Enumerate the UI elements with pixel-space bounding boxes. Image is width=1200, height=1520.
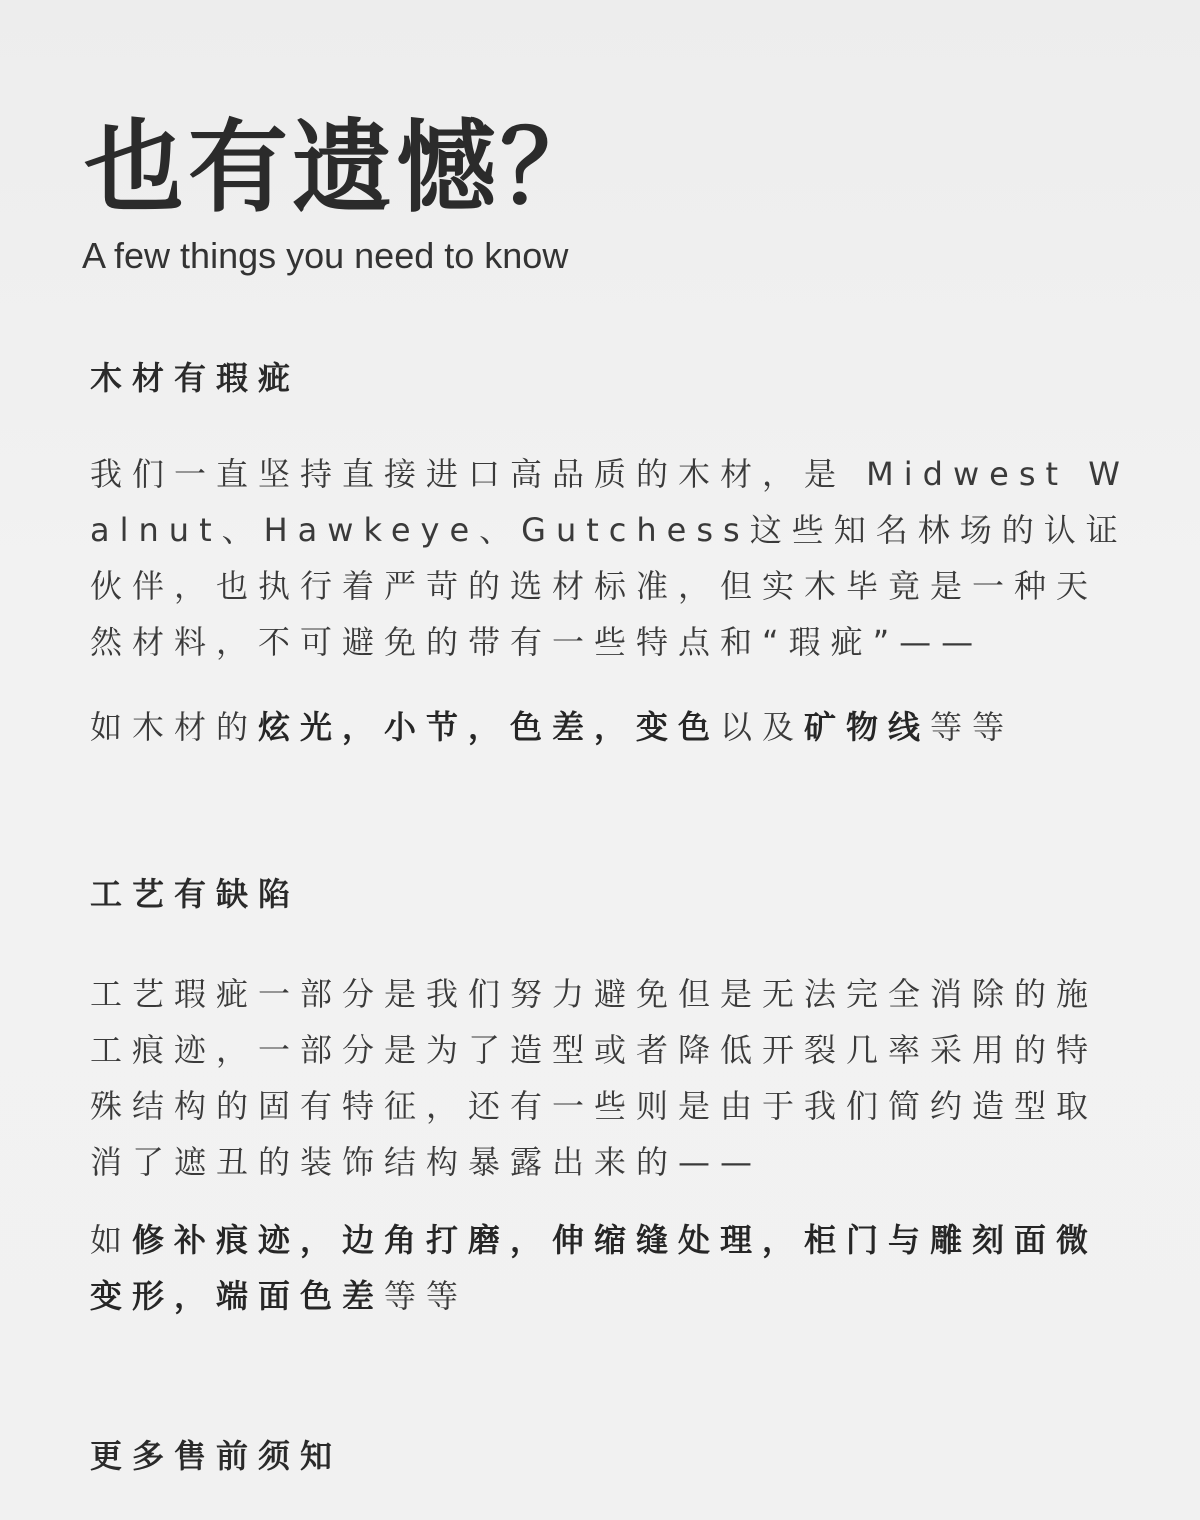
example-text: 等等 [384, 1277, 469, 1315]
section-body-craft-defects: 工艺瑕疵一部分是我们努力避免但是无法完全消除的施工痕迹，一部分是为了造型或者降低开裂几率采用的特殊结构的固有特征，还有一些则是由于我们简约造型取消了遮丑的装饰结构暴露出来的—— [90, 975, 1099, 1181]
example-text: 如木材的 [90, 708, 259, 746]
section-body-wood-defects: 我们一直坚持直接进口高品质的木材，是 Midwest Walnut、Hawkeye、Gutchess这些知名林场的认证伙伴，也执行着严苛的选材标准，但实木毕竟是一种天然材料，不可避免的带有一些特点和“瑕疵”—— [90, 455, 1130, 661]
example-highlight: 修补痕迹，边角打磨，伸缩缝处理，柜门与雕刻面微变形，端面色差 [90, 1221, 1099, 1315]
section-heading-presale-notes: 更多售前须知 [90, 1437, 343, 1475]
section-examples-craft-defects [90, 1212, 1130, 1324]
page-title: 也有遗憾？ [84, 109, 604, 226]
example-text: 如 [90, 1221, 133, 1259]
example-text: 等等 [930, 708, 1015, 746]
section-examples-wood-defects [90, 699, 1130, 755]
section-heading-craft-defects: 工艺有缺陷 [90, 875, 301, 913]
example-highlight: 矿物线 [804, 708, 931, 746]
example-highlight: 炫光，小节，色差，变色 [258, 708, 721, 746]
example-text: 以及 [720, 708, 805, 746]
section-heading-wood-defects: 木材有瑕疵 [90, 359, 301, 397]
page-subtitle: A few things you need to know [82, 235, 569, 276]
